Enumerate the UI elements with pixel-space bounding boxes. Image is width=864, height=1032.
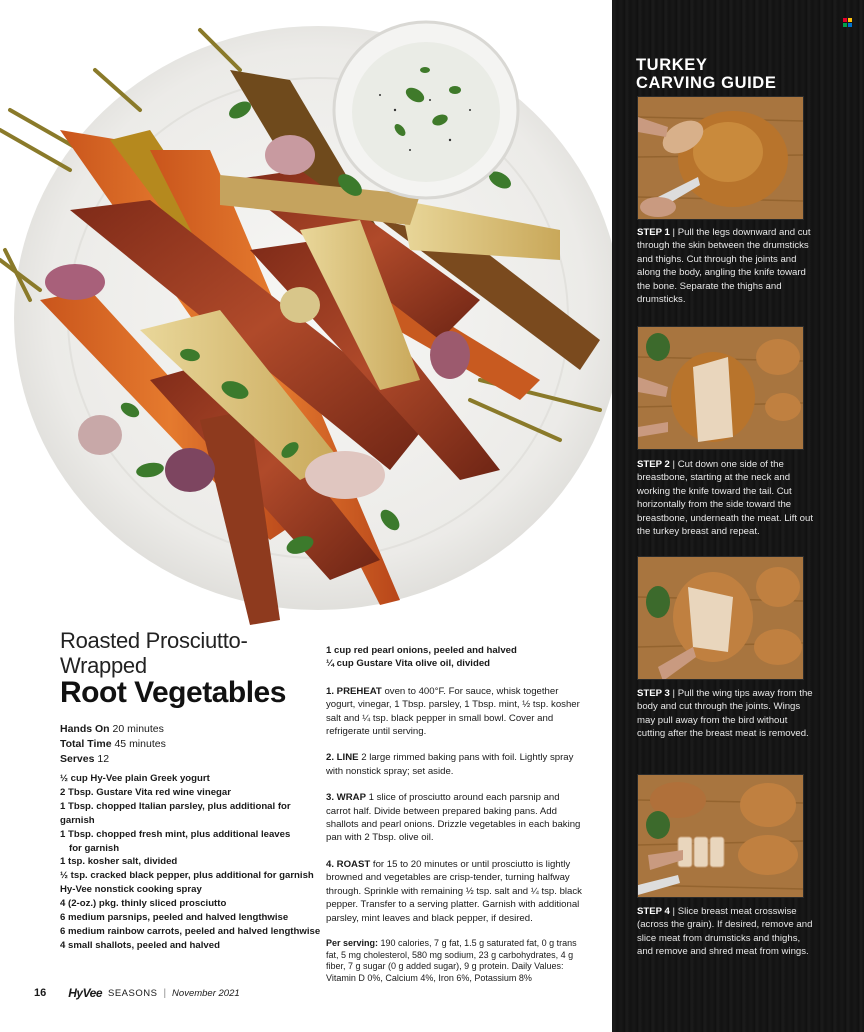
meta-serves: Serves 12 — [60, 753, 110, 765]
carving-step-4: STEP 4 | Slice breast meat crosswise (across the grain). If desired, remove and slice meat from drumsticks and thighs, and remove and shred meat from wings. — [637, 906, 813, 958]
ingredient-item: 1 Tbsp. chopped fresh mint, plus additional leaves — [60, 828, 291, 840]
step-4-photo — [637, 774, 804, 898]
carving-step-3: STEP 3 | Pull the wing tips away from the body and cut through the joints. Wings may pull away from the bird without cutting after the breast meat is removed. — [637, 688, 813, 740]
ingredient-item: 2 Tbsp. Gustare Vita red wine vinegar — [60, 786, 231, 798]
recipe-title-light — [60, 628, 320, 678]
step-1-photo — [637, 96, 804, 220]
nutrition-info: Per serving: 190 calories, 7 g fat, 1.5 g saturated fat, 0 g trans fat, 5 mg cholesterol, 580 mg sodium, 23 g carbohydrates, 4 g fiber, 7 g sugar (0 g added sugar), 9 g protein. Daily Values: Vitamin D 0%, Calcium 4%, Iron 6%, Potassium 8% — [326, 937, 577, 983]
carving-step-2: STEP 2 | Cut down one side of the breastbone, starting at the neck and working the knife toward the tail. Cut horizontally from the side toward the breastbone, underneath the meat. Lift out the turkey breast and repeat. — [637, 459, 814, 538]
ingredient-item: 6 medium parsnips, peeled and halved lengthwise — [60, 912, 289, 924]
meta-total-time: Total Time 45 minutes — [60, 738, 166, 750]
brand-logo: HyVee — [68, 986, 102, 1000]
issue-date: November 2021 — [172, 987, 240, 999]
meta-hands-on: Hands On 20 minutes — [60, 723, 164, 735]
page-footer — [34, 986, 240, 1000]
recipe-meta — [60, 722, 166, 767]
ingredient-item: 1 tsp. kosher salt, divided — [60, 856, 178, 868]
recipe-title-line2: Wrapped — [60, 653, 147, 678]
logo-square-yellow — [848, 18, 852, 22]
carving-step-1: STEP 1 | Pull the legs downward and cut through the skin between the drumsticks and thighs. Cut through the joints and along the body, angling the knife toward the bone. Separate the thighs and drumsticks. — [637, 227, 811, 306]
ingredient-item: 4 (2-oz.) pkg. thinly sliced prosciutto — [60, 898, 227, 910]
direction-step-3: 3. WRAP 1 slice of prosciutto around each parsnip and carrot half. Divide between prepared baking pans. Add shallots and pearl onions. Drizzle vegetables in each baking pan with 2 Tbsp. olive oil. — [326, 792, 581, 844]
ingredient-item: 4 small shallots, peeled and halved — [60, 939, 220, 951]
hy-vee-logo-mark — [843, 18, 852, 27]
logo-square-green — [843, 23, 847, 27]
step-3-photo — [637, 556, 804, 680]
ingredient-item: Hy-Vee nonstick cooking spray — [60, 884, 202, 896]
ingredient-item: 6 medium rainbow carrots, peeled and halved lengthwise — [60, 925, 321, 937]
direction-step-4: 4. ROAST for 15 to 20 minutes or until prosciutto is lightly browned and vegetables are crisp-tender, turning halfway through. Sprinkle with remaining ½ tsp. salt and ¼ tsp. black pepper. Transfer to a serving platter. Garnish with additional parsley, mint leaves and black pepper, if desired. — [326, 858, 582, 924]
ingredient-item: 1 cup red pearl onions, peeled and halved — [326, 645, 517, 656]
ingredient-list — [60, 772, 322, 953]
recipe-title-bold: Root Vegetables — [60, 676, 286, 709]
roasted-vegetables-image — [0, 0, 612, 625]
publication-name: SEASONS — [108, 987, 158, 999]
ingredient-list-continued — [326, 644, 586, 671]
ingredient-item: for garnish — [69, 842, 120, 854]
ingredient-item: ½ cup Hy-Vee plain Greek yogurt — [60, 773, 210, 784]
page-number: 16 — [34, 987, 47, 999]
carving-guide-sidebar — [612, 0, 864, 1032]
ingredient-item: ½ tsp. cracked black pepper, plus additional for garnish — [60, 870, 314, 882]
direction-step-1: 1. PREHEAT oven to 400°F. For sauce, whisk together yogurt, vinegar, 1 Tbsp. parsley, 1 Tbsp. mint, ½ tsp. kosher salt and ¼ tsp. black pepper in small bowl. Cover and refrigerate until serving. — [326, 685, 580, 738]
recipe-title-line1: Roasted Prosciutto- — [60, 628, 248, 653]
footer-separator: | — [163, 987, 167, 999]
hero-photo — [0, 0, 612, 625]
recipe-directions — [326, 644, 586, 984]
logo-square-red — [843, 18, 847, 22]
direction-step-2: 2. LINE 2 large rimmed baking pans with foil. Lightly spray with nonstick spray; set aside. — [326, 752, 574, 777]
carving-guide-title: TURKEY CARVING GUIDE — [636, 56, 777, 92]
ingredient-item: 1 Tbsp. chopped Italian parsley, plus additional for garnish — [60, 800, 291, 826]
ingredient-item: ¼ cup Gustare Vita olive oil, divided — [326, 658, 491, 670]
step-2-photo — [637, 326, 804, 450]
logo-square-blue — [848, 23, 852, 27]
